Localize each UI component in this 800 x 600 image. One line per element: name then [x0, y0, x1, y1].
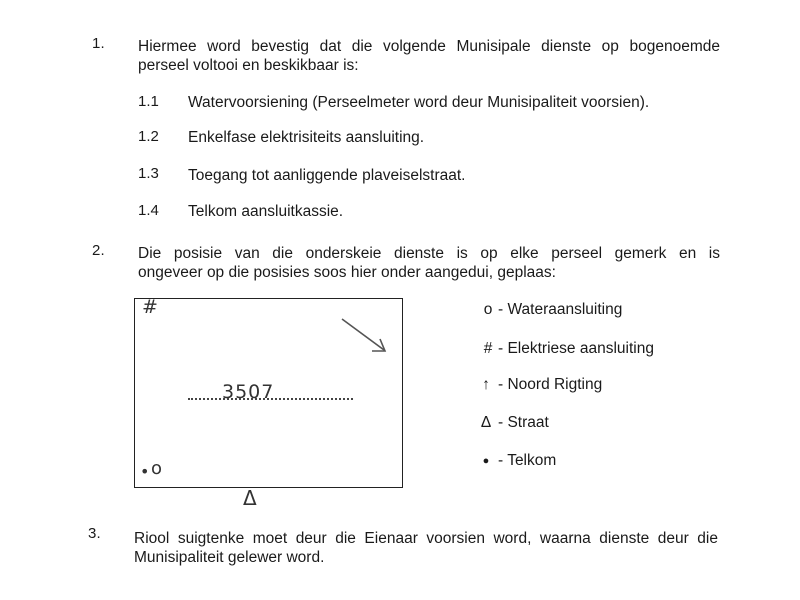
item-1-1-text: Watervoorsiening (Perseelmeter word deur Munisipaliteit voorsien). [188, 94, 650, 111]
item-1-3-number: 1.3 [138, 165, 159, 182]
item-1-3-text: Toegang tot aanliggende plaveiselstraat. [188, 167, 466, 184]
legend-telkom-symbol: ● [482, 455, 490, 467]
item-2-line-1: Die posisie van die onderskeie dienste is op elke perseel gemerk en is [138, 245, 720, 262]
legend-north-symbol: ↑ [482, 376, 490, 393]
electric-connection-mark: # [142, 296, 158, 318]
item-1-number: 1. [92, 35, 105, 52]
plot-number-dotted-line [188, 398, 353, 400]
item-1-line-2: perseel voltooi en beskikbaar is: [138, 57, 359, 74]
legend-street-label: - Straat [498, 414, 549, 431]
item-1-2-text: Enkelfase elektrisiteits aansluiting. [188, 129, 425, 146]
item-1-2-number: 1.2 [138, 128, 159, 145]
item-3-line-2: Munisipaliteit gelewer word. [134, 549, 325, 566]
water-connection-mark: o [151, 458, 163, 479]
legend-water-label: - Wateraansluiting [498, 301, 623, 318]
item-2-line-2: ongeveer op die posisies soos hier onder aangedui, geplaas: [138, 264, 556, 281]
item-2-number: 2. [92, 242, 105, 259]
legend-electric-symbol: # [483, 340, 493, 357]
legend-telkom-label: - Telkom [498, 452, 557, 469]
item-1-4-number: 1.4 [138, 202, 159, 219]
item-1-4-text: Telkom aansluitkassie. [188, 203, 344, 220]
legend-street-symbol: Δ [480, 414, 492, 431]
item-1-line-1: Hiermee word bevestig dat die volgende Munisipale dienste op bogenoemde [138, 38, 720, 55]
north-arrow-icon [336, 314, 394, 358]
telkom-mark: • [140, 462, 150, 481]
legend-north-label: - Noord Rigting [498, 376, 603, 393]
street-mark: Δ [243, 486, 257, 510]
legend-water-symbol: o [483, 301, 493, 318]
legend-electric-label: - Elektriese aansluiting [498, 340, 654, 357]
item-1-1-number: 1.1 [138, 93, 159, 110]
item-3-line-1: Riool suigtenke moet deur die Eienaar voorsien word, waarna dienste deur die [134, 530, 718, 547]
plot-number: 3507 [222, 381, 275, 403]
item-3-number: 3. [88, 525, 101, 542]
